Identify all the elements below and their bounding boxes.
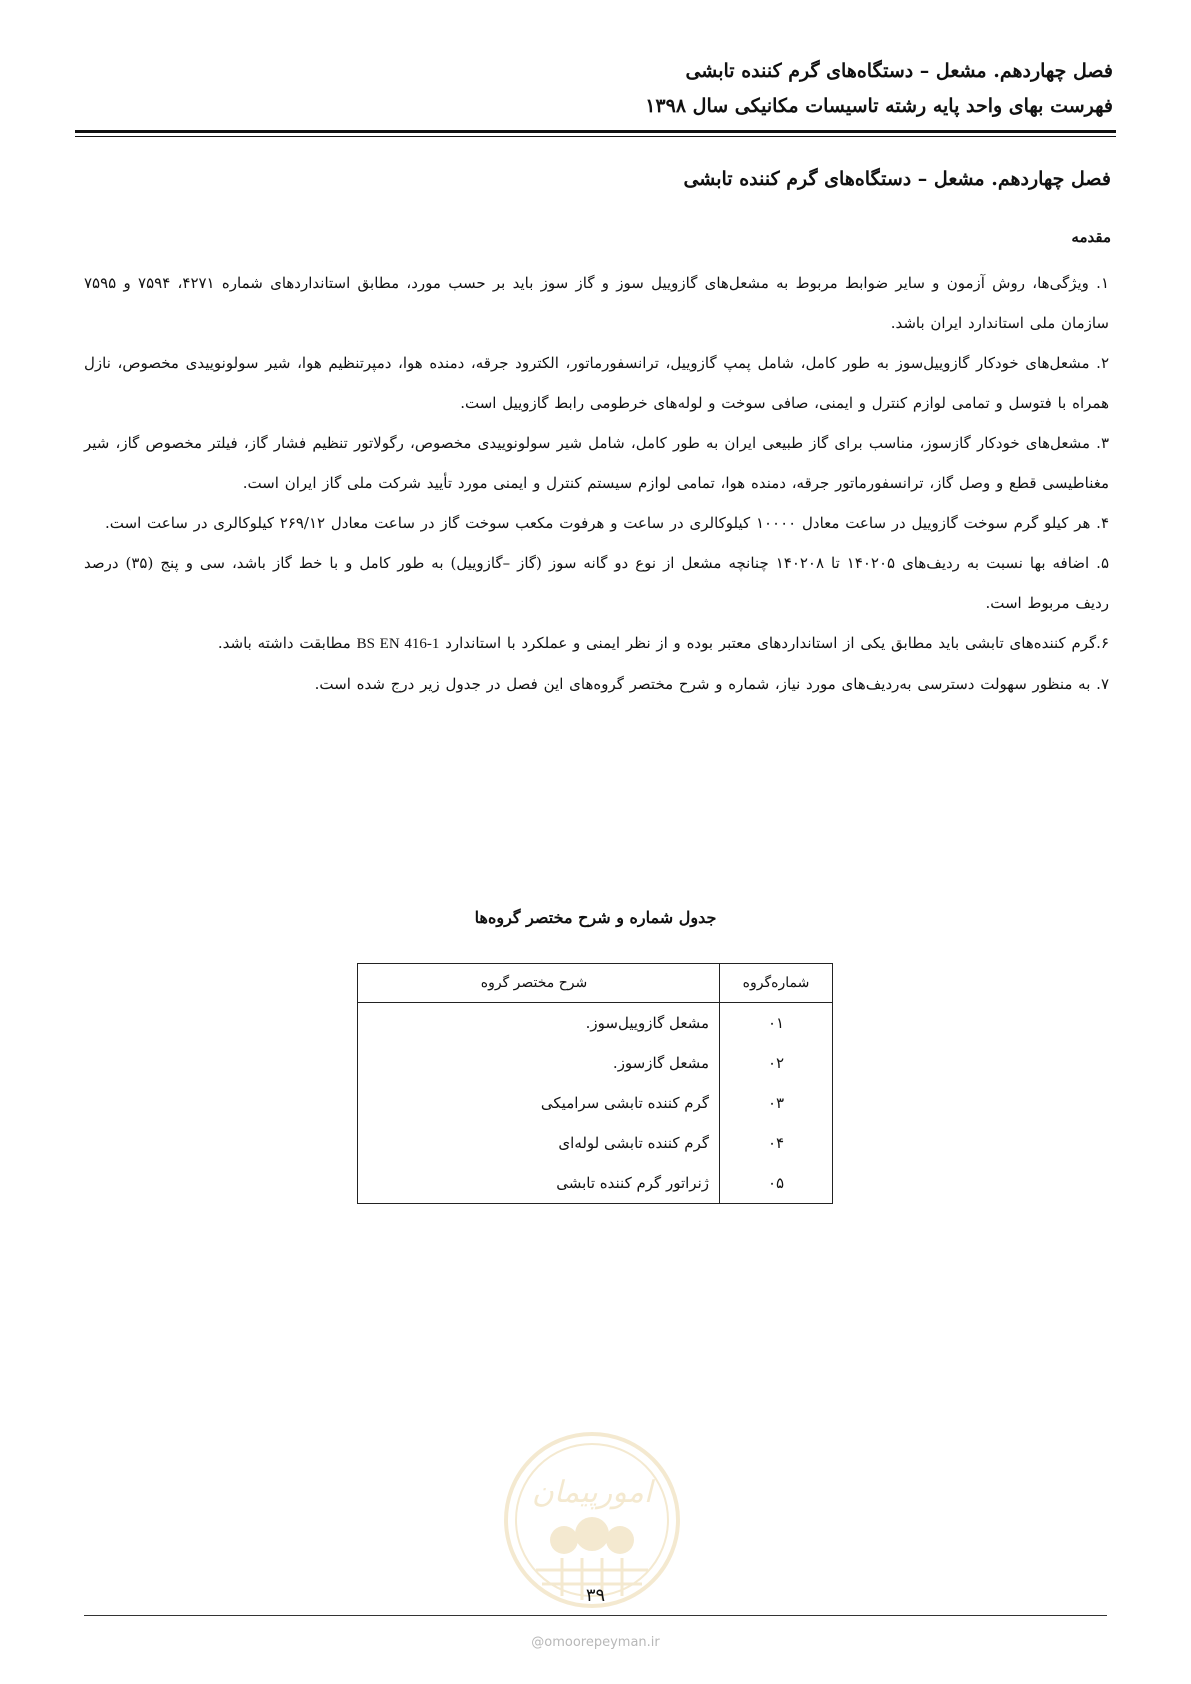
table-row bbox=[358, 1163, 833, 1204]
group-number: ۰۵ bbox=[720, 1163, 833, 1204]
footer-rule bbox=[84, 1615, 1107, 1616]
group-description: گرم کننده تابشی لوله‌ای bbox=[358, 1123, 720, 1163]
groups-table bbox=[357, 963, 833, 1204]
seal-text: امورپیمان bbox=[531, 1475, 653, 1510]
watermark: @omoorepeyman.ir bbox=[531, 1635, 660, 1650]
group-description: گرم کننده تابشی سرامیکی bbox=[358, 1083, 720, 1123]
paragraph-1: ۱. ویژگی‌ها، روش آزمون و سایر ضوابط مربوط به مشعل‌های گازوییل سوز و گاز سوز باید بر حسب مورد، مطابق استانداردهای شماره ۴۲۷۱، ۷۵۹۴ و ۷۵۹۵ سازمان ملی استاندارد ایران باشد. bbox=[84, 274, 1110, 332]
table-caption: جدول شماره و شرح مختصر گروه‌ها bbox=[474, 908, 717, 927]
table-row bbox=[358, 1123, 833, 1163]
paragraph-2: ۲. مشعل‌های خودکار گازوییل‌سوز به طور کامل، شامل پمپ گازوییل، ترانسفورماتور، الکترود جرقه، دمنده هوا، دمپرتنظیم هوا، شیر سولونوییدی مخصوص، نازل همراه با فتوسل و تمامی لوازم کنترل و ایمنی، صافی سوخت و لوله‌های خرطومی رابط گازوییل است. bbox=[84, 354, 1109, 412]
group-number: ۰۲ bbox=[720, 1043, 833, 1083]
group-description: مشعل گازسوز. bbox=[358, 1043, 720, 1083]
header-rule-thin bbox=[75, 136, 1116, 137]
paragraph-7: ۷. به منظور سهولت دسترسی به‌ردیف‌های مورد نیاز، شماره و شرح مختصر گروه‌های این فصل در جدول زیر درج شده است. bbox=[314, 675, 1109, 693]
header-group-description: شرح مختصر گروه bbox=[358, 964, 720, 1003]
header-group-number: شماره‌گروه bbox=[720, 964, 833, 1003]
page-number: ۳۹ bbox=[585, 1585, 606, 1606]
paragraph-6-tail: مطابقت داشته باشد. bbox=[217, 634, 351, 652]
group-number: ۰۳ bbox=[720, 1083, 833, 1123]
header-rule-thick bbox=[75, 130, 1116, 133]
running-header-chapter: فصل چهاردهم. مشعل – دستگاه‌های گرم کننده تابشی bbox=[685, 60, 1113, 82]
group-description: ژنراتور گرم کننده تابشی bbox=[358, 1163, 720, 1204]
table-row bbox=[358, 1003, 833, 1044]
intro-heading: مقدمه bbox=[1071, 228, 1111, 246]
standard-code: BS EN 416-1 bbox=[356, 636, 440, 652]
paragraph-3: ۳. مشعل‌های خودکار گازسوز، مناسب برای گاز طبیعی ایران به طور کامل، شامل شیر سولونوییدی مخصوص، رگولاتور تنظیم فشار گاز، فیلتر مخصوص گاز، شیر مغناطیسی قطع و وصل گاز، ترانسفورماتور جرقه، دمنده هوا، تمامی لوازم سیستم کنترل و ایمنی مورد تأیید شرکت ملی گاز ایران است. bbox=[84, 434, 1109, 492]
intro-paragraphs bbox=[84, 263, 1109, 704]
paragraph-6-lead: ۶.گرم کننده‌های تابشی باید مطابق یکی از استانداردهای معتبر بوده و از نظر ایمنی و عملکرد با استاندارد bbox=[445, 634, 1109, 652]
running-header-catalog: فهرست بهای واحد پایه رشته تاسیسات مکانیکی سال ۱۳۹۸ bbox=[645, 95, 1113, 117]
table-row bbox=[358, 1083, 833, 1123]
group-number: ۰۴ bbox=[720, 1123, 833, 1163]
seal-logo-icon bbox=[502, 1430, 682, 1610]
table-header-row bbox=[358, 964, 833, 1003]
group-number: ۰۱ bbox=[720, 1003, 833, 1044]
chapter-title: فصل چهاردهم. مشعل – دستگاه‌های گرم کننده تابشی bbox=[683, 168, 1111, 190]
paragraph-6 bbox=[84, 623, 1109, 664]
group-description: مشعل گازوییل‌سوز. bbox=[358, 1003, 720, 1044]
table-row bbox=[358, 1043, 833, 1083]
paragraph-4: ۴. هر کیلو گرم سوخت گازوییل در ساعت معادل ۱۰۰۰۰ کیلوکالری در ساعت و هرفوت مکعب سوخت گاز در ساعت معادل ۲۶۹/۱۲ کیلوکالری در ساعت است. bbox=[105, 514, 1109, 532]
paragraph-5: ۵. اضافه بها نسبت به ردیف‌های ۱۴۰۲۰۵ تا ۱۴۰۲۰۸ چنانچه مشعل از نوع دو گانه سوز (گاز –گازوییل) به طور کامل و با خط گاز باشد، سی و پنج (۳۵) درصد ردیف مربوط است. bbox=[84, 554, 1110, 612]
